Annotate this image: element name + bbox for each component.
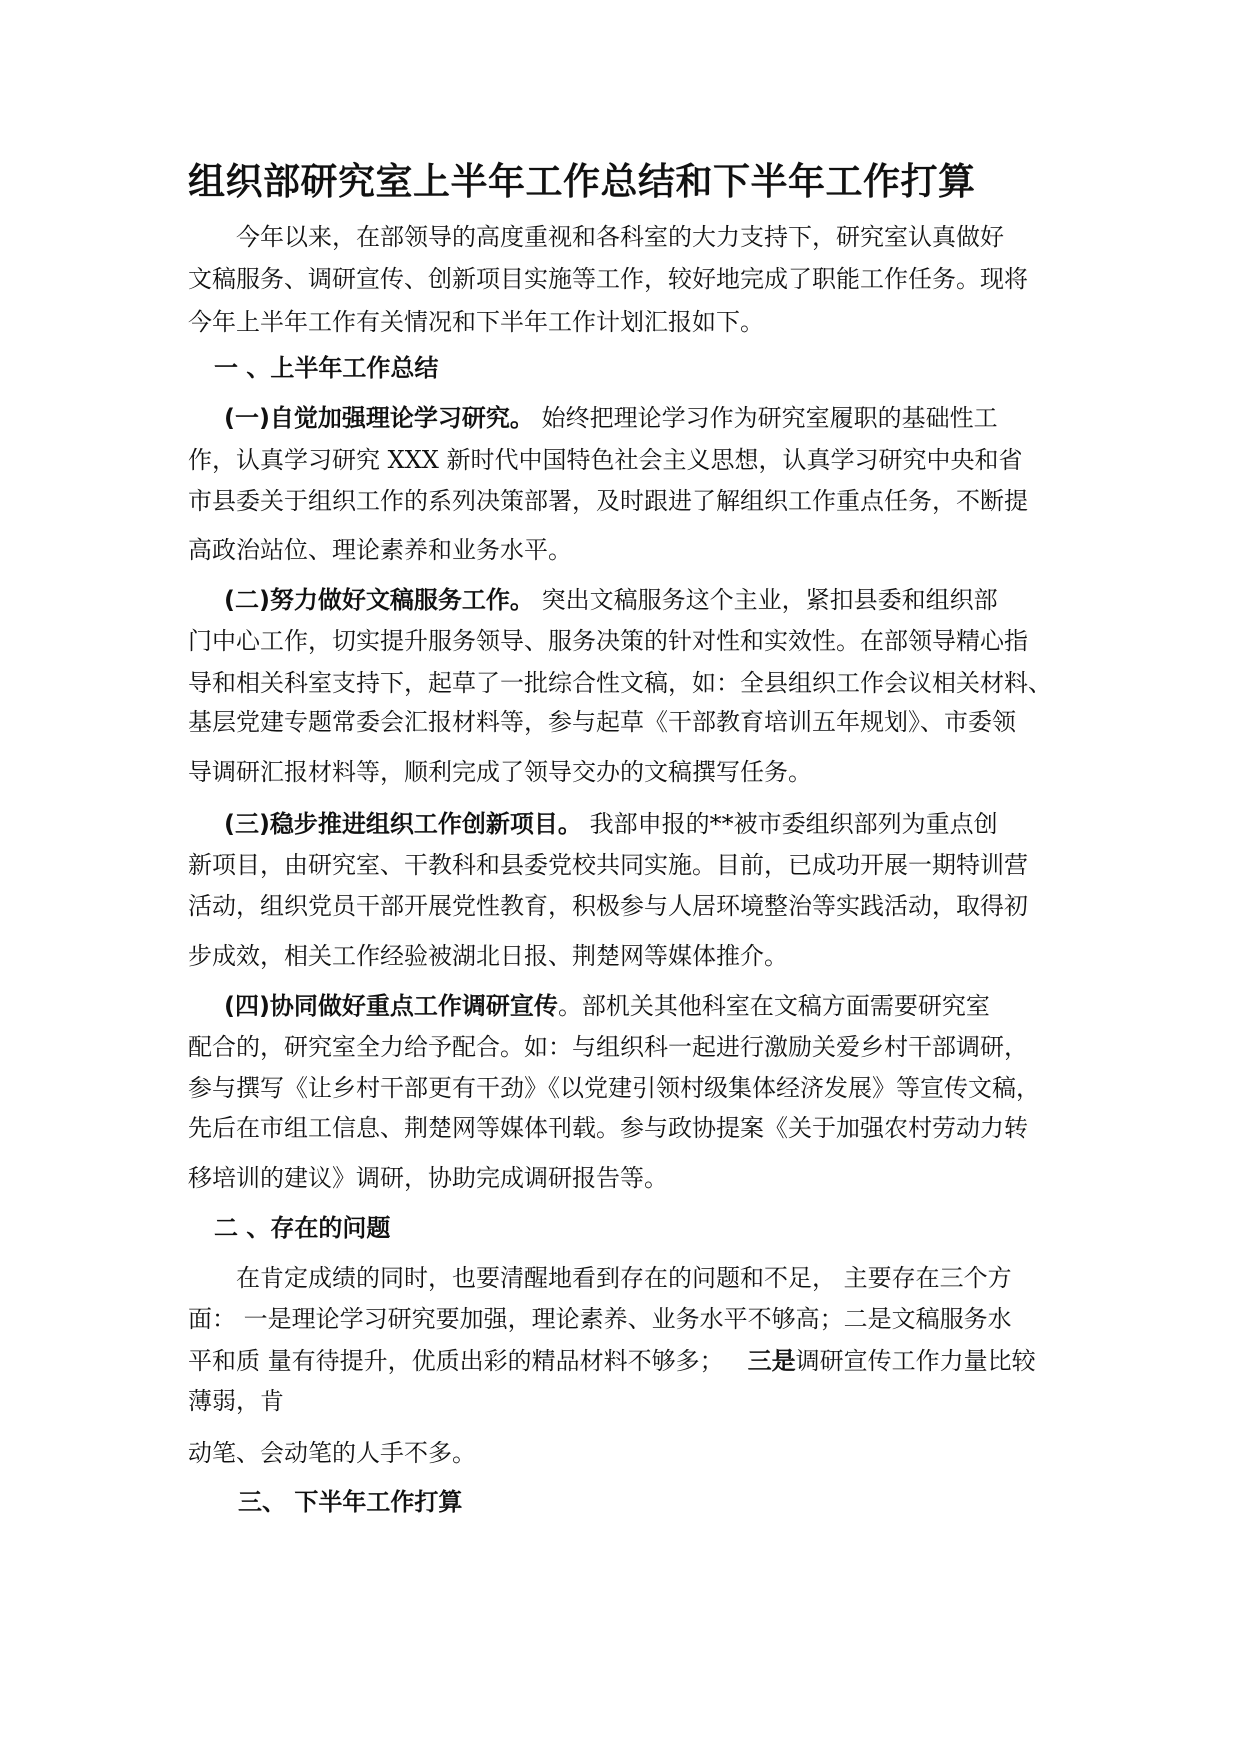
problems-line-2: 面： 一是理论学习研究要加强，理论素养、业务水平不够高；二是文稿服务水 bbox=[188, 1305, 1012, 1333]
intro-line-2: 文稿服务、调研宣传、创新项目实施等工作，较好地完成了职能工作任务。现将 bbox=[188, 265, 1028, 293]
subsection-4-line-1 bbox=[224, 990, 1094, 1022]
subsection-3-line-2: 新项目，由研究室、干教科和县委党校共同实施。目前，已成功开展一期特训营 bbox=[188, 851, 1028, 879]
problems-line-3 bbox=[188, 1345, 1058, 1377]
subsection-3-line-1 bbox=[224, 808, 1094, 840]
subsection-2-text: 突出文稿服务这个主业，紧扣县委和组织部 bbox=[533, 586, 998, 614]
section-heading-3: 三、 下半年工作打算 bbox=[238, 1488, 463, 1516]
subsection-4-line-2: 配合的，研究室全力给予配合。如：与组织科一起进行激励关爱乡村干部调研， bbox=[188, 1033, 1028, 1061]
subsection-2-line-2: 门中心工作，切实提升服务领导、服务决策的针对性和实效性。在部领导精心指 bbox=[188, 627, 1028, 655]
subsection-2-line-3: 导和相关科室支持下，起草了一批综合性文稿，如：全县组织工作会议相关材料、 bbox=[188, 669, 1052, 697]
subsection-3-line-3: 活动，组织党员干部开展党性教育，积极参与人居环境整治等实践活动，取得初 bbox=[188, 892, 1028, 920]
subsection-2-line-5: 导调研汇报材料等，顺利完成了领导交办的文稿撰写任务。 bbox=[188, 758, 812, 786]
subsection-1-title: (一)自觉加强理论学习研究。 bbox=[224, 404, 534, 432]
section-heading-2: 二 、存在的问题 bbox=[214, 1214, 391, 1242]
problems-line-4: 薄弱，肯 bbox=[188, 1387, 284, 1415]
subsection-4-text: 。部机关其他科室在文稿方面需要研究室 bbox=[557, 992, 990, 1020]
problems-line-1: 在肯定成绩的同时，也要清醒地看到存在的问题和不足， 主要存在三个方 bbox=[236, 1264, 1012, 1292]
problems-line-5: 动笔、会动笔的人手不多。 bbox=[188, 1439, 476, 1467]
subsection-1-text: 始终把理论学习作为研究室履职的基础性工 bbox=[533, 404, 998, 432]
subsection-1-line-1 bbox=[224, 402, 1094, 434]
subsection-3-title: (三)稳步推进组织工作创新项目。 bbox=[224, 810, 582, 838]
subsection-1-line-4: 高政治站位、理论素养和业务水平。 bbox=[188, 536, 572, 564]
problems-line-3-end: 调研宣传工作力量比较 bbox=[795, 1347, 1036, 1375]
subsection-4-line-4: 先后在市组工信息、荆楚网等媒体刊载。参与政协提案《关于加强农村劳动力转 bbox=[188, 1114, 1028, 1142]
problems-line-3-start: 平和质 量有待提升，优质出彩的精品材料不够多； bbox=[188, 1347, 724, 1375]
subsection-4-title: (四)协同做好重点工作调研宣传 bbox=[224, 992, 558, 1020]
subsection-2-title: (二)努力做好文稿服务工作。 bbox=[224, 586, 534, 614]
intro-line-1: 今年以来，在部领导的高度重视和各科室的大力支持下，研究室认真做好 bbox=[236, 223, 1004, 251]
subsection-4-line-3: 参与撰写《让乡村干部更有干劲》《以党建引领村级集体经济发展》等宣传文稿， bbox=[188, 1074, 1040, 1102]
subsection-3-text: 我部申报的**被市委组织部列为重点创 bbox=[581, 810, 998, 838]
section-heading-1: 一 、上半年工作总结 bbox=[214, 354, 439, 382]
subsection-1-line-2: 作，认真学习研究 XXX 新时代中国特色社会主义思想，认真学习研究中央和省 bbox=[188, 446, 1023, 474]
page-title: 组织部研究室上半年工作总结和下半年工作打算 bbox=[188, 160, 976, 203]
intro-line-3: 今年上半年工作有关情况和下半年工作计划汇报如下。 bbox=[188, 308, 764, 336]
subsection-1-line-3: 市县委关于组织工作的系列决策部署，及时跟进了解组织工作重点任务，不断提 bbox=[188, 487, 1028, 515]
subsection-2-line-1 bbox=[224, 584, 1094, 616]
subsection-3-line-4: 步成效，相关工作经验被湖北日报、荆楚网等媒体推介。 bbox=[188, 942, 788, 970]
subsection-4-line-5: 移培训的建议》调研，协助完成调研报告等。 bbox=[188, 1164, 668, 1192]
problems-line-3-emphasis: 三是 bbox=[747, 1347, 796, 1375]
subsection-2-line-4: 基层党建专题常委会汇报材料等，参与起草《干部教育培训五年规划》、市委领 bbox=[188, 708, 1016, 736]
